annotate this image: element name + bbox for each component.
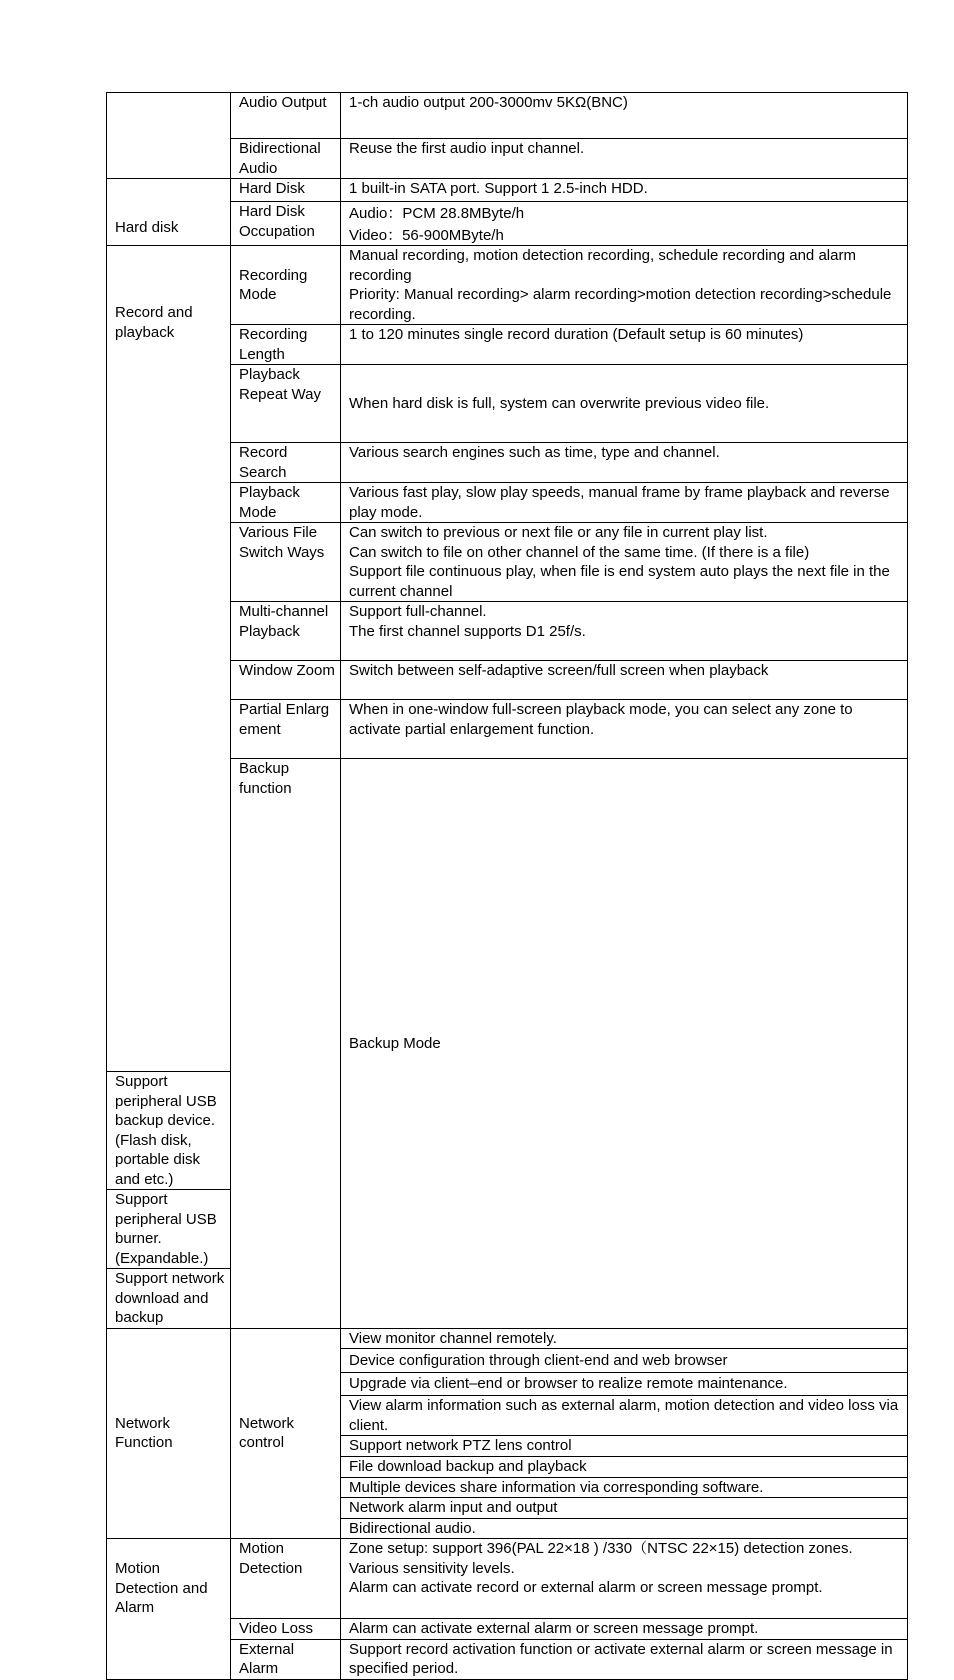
motion-line-3: Alarm can activate record or external alarm or screen message prompt. xyxy=(349,1579,823,1596)
occupation-audio: Audio：PCM 28.8MByte/h xyxy=(349,205,525,222)
feature-hard-disk-occupation: Hard Disk Occupation xyxy=(231,202,341,246)
feature-bidirectional-audio: Bidirectional Audio xyxy=(231,139,341,179)
feature-backup-mode: Backup Mode xyxy=(341,759,908,1329)
table-row xyxy=(107,1539,908,1619)
multi-channel-line-2: The first channel supports D1 25f/s. xyxy=(349,622,586,640)
value-motion-detection xyxy=(341,1539,908,1619)
value-network-9: Bidirectional audio. xyxy=(341,1518,908,1539)
value-backup-2: Support peripheral USB backup device. (Flash disk, portable disk and etc.) xyxy=(107,1072,231,1190)
table-row xyxy=(107,1328,908,1349)
value-network-7: Multiple devices share information via corresponding software. xyxy=(341,1477,908,1498)
value-network-8: Network alarm input and output xyxy=(341,1498,908,1519)
value-backup-3: Support peripheral USB burner. (Expandable.) xyxy=(107,1190,231,1269)
feature-record-search: Record Search xyxy=(231,443,341,483)
motion-line-1: Zone setup: support 396(PAL 22×18 ) /330（NTSC 22×15) detection zones. xyxy=(349,1540,853,1557)
category-network: Network Function xyxy=(107,1328,231,1539)
category-cell-audio xyxy=(107,93,231,179)
value-playback-repeat: When hard disk is full, system can overwrite previous video file. xyxy=(341,365,908,443)
feature-playback-mode: Playback Mode xyxy=(231,483,341,523)
feature-network-control: Network control xyxy=(231,1328,341,1539)
feature-partial-enlargement: Partial Enlargement xyxy=(231,700,341,759)
value-network-4: View alarm information such as external alarm, motion detection and video loss via client. xyxy=(341,1396,908,1436)
value-video-loss: Alarm can activate external alarm or screen message prompt. xyxy=(341,1619,908,1640)
value-playback-mode: Various fast play, slow play speeds, manual frame by frame playback and reverse play mode. xyxy=(341,483,908,523)
value-network-3: Upgrade via client–end or browser to realize remote maintenance. xyxy=(341,1373,908,1396)
feature-playback-repeat: Playback Repeat Way xyxy=(231,365,341,443)
value-audio-output: 1-ch audio output 200-3000mv 5KΩ(BNC) xyxy=(341,93,908,139)
value-hard-disk-occupation xyxy=(341,202,908,246)
category-motion-alarm: Motion Detection and Alarm xyxy=(107,1539,231,1680)
feature-recording-length: Recording Length xyxy=(231,325,341,365)
value-recording-mode xyxy=(341,246,908,325)
occupation-video: Video：56-900MByte/h xyxy=(349,226,504,244)
category-backup: Backup function xyxy=(231,759,341,1329)
file-switch-line-3: Support file continuous play, when file is end system auto plays the next file in the current channel xyxy=(349,563,890,600)
motion-line-2: Various sensitivity levels. xyxy=(349,1559,515,1577)
value-backup-4: Support network download and backup xyxy=(107,1269,231,1329)
feature-external-alarm: External Alarm xyxy=(231,1639,341,1679)
category-record-playback: Record and playback xyxy=(107,246,231,1072)
file-switch-line-1: Can switch to previous or next file or any file in current play list. xyxy=(349,524,768,541)
value-network-6: File download backup and playback xyxy=(341,1456,908,1477)
table-row xyxy=(107,179,908,202)
table-row xyxy=(107,93,908,139)
value-recording-length: 1 to 120 minutes single record duration (Default setup is 60 minutes) xyxy=(341,325,908,365)
recording-mode-line-1: Manual recording, motion detection recording, schedule recording and alarm recording xyxy=(349,247,856,284)
multi-channel-line-1: Support full-channel. xyxy=(349,603,487,620)
value-hard-disk: 1 built-in SATA port. Support 1 2.5-inch HDD. xyxy=(341,179,908,202)
value-multi-channel xyxy=(341,602,908,661)
recording-mode-line-2: Priority: Manual recording> alarm recording>motion detection recording>schedule recording. xyxy=(349,286,892,323)
feature-window-zoom: Window Zoom xyxy=(231,661,341,700)
feature-multi-channel: Multi-channel Playback xyxy=(231,602,341,661)
spec-table xyxy=(106,92,908,1680)
feature-motion-detection: Motion Detection xyxy=(231,1539,341,1619)
value-external-alarm: Support record activation function or activate external alarm or screen message in specified period. xyxy=(341,1639,908,1679)
feature-audio-output: Audio Output xyxy=(231,93,341,139)
value-network-1: View monitor channel remotely. xyxy=(341,1328,908,1349)
value-partial-enlargement: When in one-window full-screen playback mode, you can select any zone to activate partial enlargement function. xyxy=(341,700,908,759)
table-row xyxy=(107,246,908,325)
value-record-search: Various search engines such as time, type and channel. xyxy=(341,443,908,483)
value-window-zoom: Switch between self-adaptive screen/full screen when playback xyxy=(341,661,908,700)
value-bidirectional-audio: Reuse the first audio input channel. xyxy=(341,139,908,179)
value-network-5: Support network PTZ lens control xyxy=(341,1436,908,1457)
category-hard-disk: Hard disk xyxy=(107,179,231,246)
feature-recording-mode: Recording Mode xyxy=(231,246,341,325)
feature-file-switch: Various File Switch Ways xyxy=(231,523,341,602)
feature-video-loss: Video Loss xyxy=(231,1619,341,1640)
value-file-switch xyxy=(341,523,908,602)
feature-hard-disk: Hard Disk xyxy=(231,179,341,202)
file-switch-line-2: Can switch to file on other channel of the same time. (If there is a file) xyxy=(349,543,810,561)
value-network-2: Device configuration through client-end and web browser xyxy=(341,1349,908,1373)
